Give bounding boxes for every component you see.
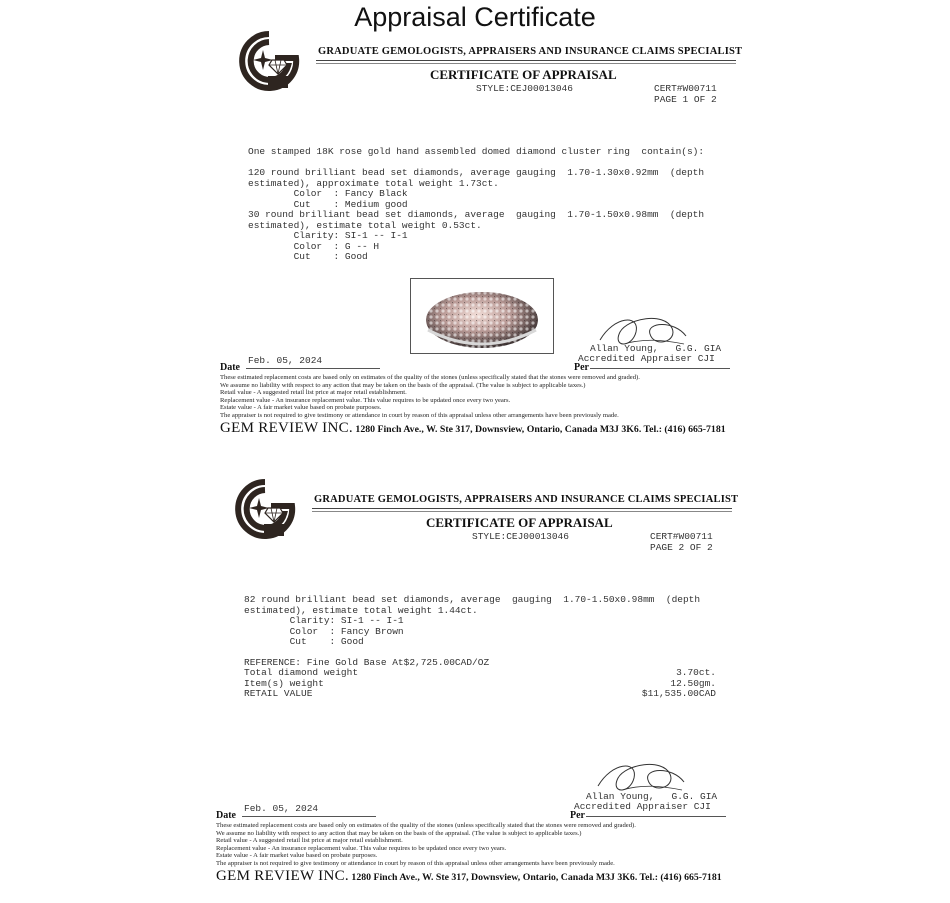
detail-line: Color : Fancy Black [248,188,408,199]
header-rule [316,63,736,64]
disclaimer-line: Replacement value - An insurance replacement value. This value requires to be updated once every two years. [220,396,511,404]
disclaimer-line: Estate value - A fair market value based on probate purposes. [216,852,378,860]
certificate-title: CERTIFICATE OF APPRAISAL [426,515,613,530]
detail-line: estimated), estimate total weight 1.44ct. [244,604,478,616]
company-name: GEM REVIEW INC. [216,868,349,884]
company-footer [216,868,722,885]
detail-line: Color : G -- H [248,240,380,252]
detail-line: Color : Fancy Brown [244,625,404,637]
header-rule [316,60,736,61]
disclaimer-line: Retail value - A suggested retail list price at major retail establishment. [216,837,403,845]
gemstone-logo-icon [238,30,300,92]
detail-line: estimated), approximate total weight 1.73ct. [248,177,499,189]
disclaimer-line: Replacement value - An insurance replacement value. This value requires to be updated once every two years. [216,844,507,852]
signature-underline [586,816,726,817]
disclaimer-line: We assume no liability with respect to any action that may be taken on the basis of the appraisal. (The value is subject to applicable taxes.) [220,381,586,389]
appraisal-date: Feb. 05, 2024 [248,355,323,366]
date-underline [246,368,380,369]
detail-line: 82 round brilliant bead set diamonds, average gauging 1.70-1.50x0.98mm (depth [244,594,701,605]
ring-photo [410,278,554,354]
disclaimer [220,374,640,420]
detail-line: Cut : Good [248,251,368,262]
page-number: PAGE 2 OF 2 [650,542,713,553]
gold-reference: REFERENCE: Fine Gold Base At$2,725.00CAD/OZ [244,657,490,668]
date-label: Date [220,362,240,373]
detail-line: Cut : Medium good [248,198,408,210]
item-description: One stamped 18K rose gold hand assembled domed diamond cluster ring contain(s): [248,146,705,157]
disclaimer-line: Estate value - A fair market value based on probate purposes. [220,404,382,412]
company-name: GEM REVIEW INC. [220,420,353,436]
signature-underline [590,368,730,369]
summary-label: RETAIL VALUE [244,688,313,699]
detail-line: estimated), estimate total weight 0.53ct. [248,219,482,231]
disclaimer-line: These estimated replacement costs are based only on estimates of the quality of the stones (unless specifically stated that the stones were removed and graded). [220,374,640,381]
certificate-title: CERTIFICATE OF APPRAISAL [430,67,617,82]
document-title: Appraisal Certificate [354,2,596,32]
summary-value: 3.70ct. [676,667,716,678]
summary-label: Item(s) weight [244,677,324,689]
firm-header: GRADUATE GEMOLOGISTS, APPRAISERS AND INSURANCE CLAIMS SPECIALIST [318,46,743,57]
style-number: STYLE:CEJ00013046 [476,83,573,94]
per-label: Per [570,810,585,821]
summary-row [244,689,716,700]
disclaimer-line: The appraiser is not required to give testimony or attendance in court by reason of this appraisal unless other arrangements have been previously made. [216,859,615,867]
cert-number: CERT#W00711 [650,531,713,542]
company-address: 1280 Finch Ave., W. Ste 317, Downsview, Ontario, Canada M3J 3K6. Tel.: (416) 665-7181 [351,872,722,883]
header-rule [312,511,732,512]
appraisal-date: Feb. 05, 2024 [244,803,319,814]
per-label: Per [574,362,589,373]
summary-row [244,668,716,679]
disclaimer-line: The appraiser is not required to give testimony or attendance in court by reason of this appraisal unless other arrangements have been previously made. [220,411,619,419]
gemstone-logo-icon [234,478,296,540]
summary-value: $11,535.00CAD [641,688,716,699]
detail-line: 120 round brilliant bead set diamonds, average gauging 1.70-1.30x0.92mm (depth [248,167,705,178]
style-number: STYLE:CEJ00013046 [472,531,569,542]
appraiser-title: Accredited Appraiser CJI [574,801,711,812]
date-underline [242,816,376,817]
valuation-summary [244,668,716,700]
summary-label: Total diamond weight [244,667,359,678]
disclaimer-line: These estimated replacement costs are based only on estimates of the quality of the stones (unless specifically stated that the stones were removed and graded). [216,822,636,829]
firm-header: GRADUATE GEMOLOGISTS, APPRAISERS AND INSURANCE CLAIMS SPECIALIST [314,494,739,505]
appraiser-title: Accredited Appraiser CJI [578,353,715,364]
appraiser-name: Allan Young, G.G. GIA [586,791,718,802]
page-number: PAGE 1 OF 2 [654,94,717,105]
appraiser-name: Allan Young, G.G. GIA [590,343,722,354]
disclaimer [216,822,636,868]
date-label: Date [216,810,236,821]
disclaimer-line: Retail value - A suggested retail list price at major retail establishment. [220,389,407,397]
detail-line: Cut : Good [244,636,364,647]
stone-details [248,168,704,263]
summary-value: 12.50gm. [670,677,716,689]
detail-line: 30 round brilliant bead set diamonds, average gauging 1.70-1.50x0.98mm (depth [248,209,705,220]
company-footer [220,420,726,437]
detail-line: Clarity: SI-1 -- I-1 [248,230,408,241]
stone-details [244,595,700,648]
header-rule [312,508,732,509]
disclaimer-line: We assume no liability with respect to any action that may be taken on the basis of the appraisal. (The value is subject to applicable taxes.) [216,829,582,837]
detail-line: Clarity: SI-1 -- I-1 [244,615,404,626]
cert-number: CERT#W00711 [654,83,717,94]
company-address: 1280 Finch Ave., W. Ste 317, Downsview, Ontario, Canada M3J 3K6. Tel.: (416) 665-7181 [355,424,726,435]
